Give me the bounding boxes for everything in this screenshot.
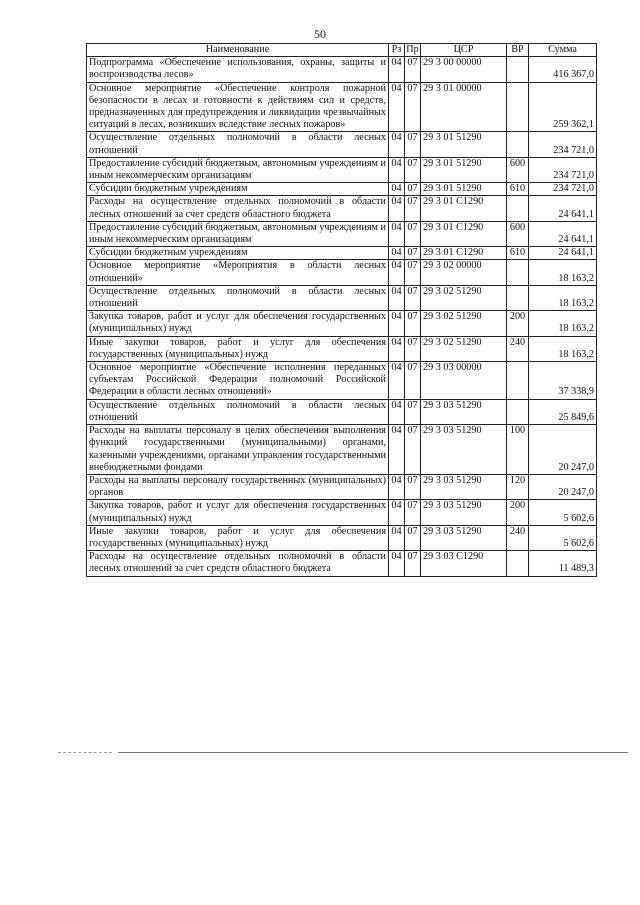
cell-vr: 200 [507, 500, 529, 525]
cell-name: Закупка товаров, работ и услуг для обеспечения государственных (муниципальных) нужд [87, 500, 389, 525]
cell-vr: 610 [507, 247, 529, 260]
cell-sum: 416 367,0 [529, 57, 597, 82]
cell-sum: 5 602,6 [529, 525, 597, 550]
cell-csr: 29 3 03 С1290 [421, 551, 507, 576]
cell-vr [507, 399, 529, 424]
cell-rz: 04 [389, 311, 405, 336]
cell-csr: 29 3 03 51290 [421, 500, 507, 525]
cell-sum: 5 602,6 [529, 500, 597, 525]
cell-csr: 29 3 00 00000 [421, 57, 507, 82]
cell-sum: 18 163,2 [529, 260, 597, 285]
cell-rz: 04 [389, 474, 405, 499]
table-row [87, 132, 597, 157]
cell-name: Основное мероприятие «Мероприятия в области лесных отношений» [87, 260, 389, 285]
column-header-sum: Сумма [529, 44, 597, 57]
column-header-vr: ВР [507, 44, 529, 57]
cell-pr: 07 [405, 362, 421, 400]
cell-rz: 04 [389, 362, 405, 400]
cell-csr: 29 3 02 51290 [421, 285, 507, 310]
cell-sum: 24 641,1 [529, 196, 597, 221]
table-header-row [87, 44, 597, 57]
cell-csr: 29 3 02 00000 [421, 260, 507, 285]
footer-rule [118, 752, 628, 753]
cell-rz: 04 [389, 82, 405, 132]
cell-csr: 29 3 03 51290 [421, 425, 507, 475]
cell-rz: 04 [389, 425, 405, 475]
cell-pr: 07 [405, 474, 421, 499]
cell-sum: 24 641,1 [529, 247, 597, 260]
cell-sum: 234 721,0 [529, 157, 597, 182]
cell-pr: 07 [405, 551, 421, 576]
cell-vr [507, 551, 529, 576]
cell-name: Осуществление отдельных полномочий в области лесных отношений [87, 285, 389, 310]
cell-pr: 07 [405, 260, 421, 285]
cell-csr: 29 3 01 С1290 [421, 247, 507, 260]
column-header-pr: Пр [406, 44, 419, 55]
cell-pr: 07 [405, 82, 421, 132]
table-row [87, 260, 597, 285]
cell-sum: 18 163,2 [529, 285, 597, 310]
cell-pr: 07 [405, 183, 421, 196]
cell-name: Расходы на осуществление отдельных полномочий в области лесных отношений за счет средств областного бюджета [87, 196, 389, 221]
cell-vr: 600 [507, 221, 529, 246]
cell-pr: 07 [405, 399, 421, 424]
table-row [87, 196, 597, 221]
cell-name: Осуществление отдельных полномочий в области лесных отношений [87, 399, 389, 424]
table-row [87, 336, 597, 361]
cell-sum: 18 163,2 [529, 311, 597, 336]
cell-csr: 29 3 03 51290 [421, 399, 507, 424]
cell-vr: 200 [507, 311, 529, 336]
cell-name: Подпрограмма «Обеспечение использования, охраны, защиты и воспроизводства лесов» [87, 57, 389, 82]
column-header-csr: ЦСР [421, 44, 507, 57]
cell-rz: 04 [389, 157, 405, 182]
cell-vr [507, 132, 529, 157]
table-row [87, 82, 597, 132]
cell-vr: 240 [507, 525, 529, 550]
table-row [87, 183, 597, 196]
cell-rz: 04 [389, 196, 405, 221]
cell-rz: 04 [389, 500, 405, 525]
cell-rz: 04 [389, 399, 405, 424]
cell-name: Предоставление субсидий бюджетным, автономным учреждениям и иным некоммерческим организациям [87, 157, 389, 182]
table-row [87, 311, 597, 336]
cell-pr: 07 [405, 285, 421, 310]
cell-csr: 29 3 03 51290 [421, 525, 507, 550]
cell-rz: 04 [389, 57, 405, 82]
cell-name: Основное мероприятие «Обеспечение исполнения переданных субъектам Российской Федерации полномочий Российской Федерации в области лесных отношений» [87, 362, 389, 400]
cell-sum: 11 489,3 [529, 551, 597, 576]
cell-pr: 07 [405, 247, 421, 260]
cell-vr [507, 82, 529, 132]
cell-csr: 29 3 02 51290 [421, 336, 507, 361]
table-row [87, 525, 597, 550]
table-row [87, 425, 597, 475]
cell-csr: 29 3 01 51290 [421, 183, 507, 196]
cell-rz: 04 [389, 551, 405, 576]
table-row [87, 57, 597, 82]
cell-name: Расходы на выплаты персоналу государственных (муниципальных) органов [87, 474, 389, 499]
table-row [87, 474, 597, 499]
cell-vr: 600 [507, 157, 529, 182]
cell-rz: 04 [389, 247, 405, 260]
table-row [87, 157, 597, 182]
cell-rz: 04 [389, 285, 405, 310]
cell-vr [507, 260, 529, 285]
cell-sum: 234 721,0 [529, 132, 597, 157]
cell-name: Иные закупки товаров, работ и услуг для обеспечения государственных (муниципальных) нужд [87, 525, 389, 550]
cell-rz: 04 [389, 132, 405, 157]
cell-csr: 29 3 01 С1290 [421, 221, 507, 246]
cell-csr: 29 3 03 00000 [421, 362, 507, 400]
cell-name: Предоставление субсидий бюджетным, автономным учреждениям и иным некоммерческим организациям [87, 221, 389, 246]
cell-vr: 610 [507, 183, 529, 196]
column-header-rz: Рз [389, 44, 405, 57]
cell-csr: 29 3 02 51290 [421, 311, 507, 336]
footer-dash-line [58, 752, 112, 753]
cell-rz: 04 [389, 221, 405, 246]
cell-csr: 29 3 03 51290 [421, 474, 507, 499]
table-row [87, 247, 597, 260]
cell-sum: 234 721,0 [529, 183, 597, 196]
cell-vr [507, 196, 529, 221]
cell-pr: 07 [405, 336, 421, 361]
table-row [87, 285, 597, 310]
cell-name: Закупка товаров, работ и услуг для обеспечения государственных (муниципальных) нужд [87, 311, 389, 336]
table-row [87, 399, 597, 424]
cell-csr: 29 3 01 С1290 [421, 196, 507, 221]
cell-csr: 29 3 01 00000 [421, 82, 507, 132]
table-row [87, 362, 597, 400]
cell-sum: 20 247,0 [529, 425, 597, 475]
cell-sum: 18 163,2 [529, 336, 597, 361]
cell-rz: 04 [389, 525, 405, 550]
cell-sum: 24 641,1 [529, 221, 597, 246]
table-row [87, 221, 597, 246]
cell-sum: 25 849,6 [529, 399, 597, 424]
cell-sum: 20 247,0 [529, 474, 597, 499]
cell-pr: 07 [405, 425, 421, 475]
cell-vr [507, 362, 529, 400]
budget-table [86, 43, 597, 577]
cell-name: Иные закупки товаров, работ и услуг для обеспечения государственных (муниципальных) нужд [87, 336, 389, 361]
table-row [87, 500, 597, 525]
cell-pr: 07 [405, 311, 421, 336]
table-row [87, 551, 597, 576]
cell-rz: 04 [389, 260, 405, 285]
cell-rz: 04 [389, 183, 405, 196]
cell-rz: 04 [389, 336, 405, 361]
cell-name: Субсидии бюджетным учреждениям [87, 183, 389, 196]
cell-vr: 100 [507, 425, 529, 475]
cell-pr: 07 [405, 157, 421, 182]
cell-name: Расходы на выплаты персоналу в целях обеспечения выполнения функций государственными (муниципальными) органами, казенными учреждениями, органами управления государственными внебюджетными фондами [87, 425, 389, 475]
column-header-name: Наименование [87, 44, 389, 57]
cell-vr [507, 285, 529, 310]
cell-pr: 07 [405, 57, 421, 82]
cell-csr: 29 3 01 51290 [421, 157, 507, 182]
cell-sum: 259 362,1 [529, 82, 597, 132]
cell-vr: 240 [507, 336, 529, 361]
cell-vr [507, 57, 529, 82]
table-body [87, 57, 597, 576]
cell-pr: 07 [405, 525, 421, 550]
cell-name: Осуществление отдельных полномочий в области лесных отношений [87, 132, 389, 157]
cell-pr: 07 [405, 500, 421, 525]
cell-name: Расходы на осуществление отдельных полномочий в области лесных отношений за счет средств областного бюджета [87, 551, 389, 576]
cell-pr: 07 [405, 196, 421, 221]
cell-vr: 120 [507, 474, 529, 499]
cell-pr: 07 [405, 221, 421, 246]
cell-name: Субсидии бюджетным учреждениям [87, 247, 389, 260]
cell-name: Основное мероприятие «Обеспечение контроля пожарной безопасности в лесах и готовности к действиям сил и средств, предназначенных для предупреждения и ликвидации чрезвычайных ситуаций в лесах, возникших вследствие лесных пожаров» [87, 82, 389, 132]
cell-pr: 07 [405, 132, 421, 157]
cell-sum: 37 338,9 [529, 362, 597, 400]
cell-csr: 29 3 01 51290 [421, 132, 507, 157]
page-number: 50 [314, 27, 326, 41]
